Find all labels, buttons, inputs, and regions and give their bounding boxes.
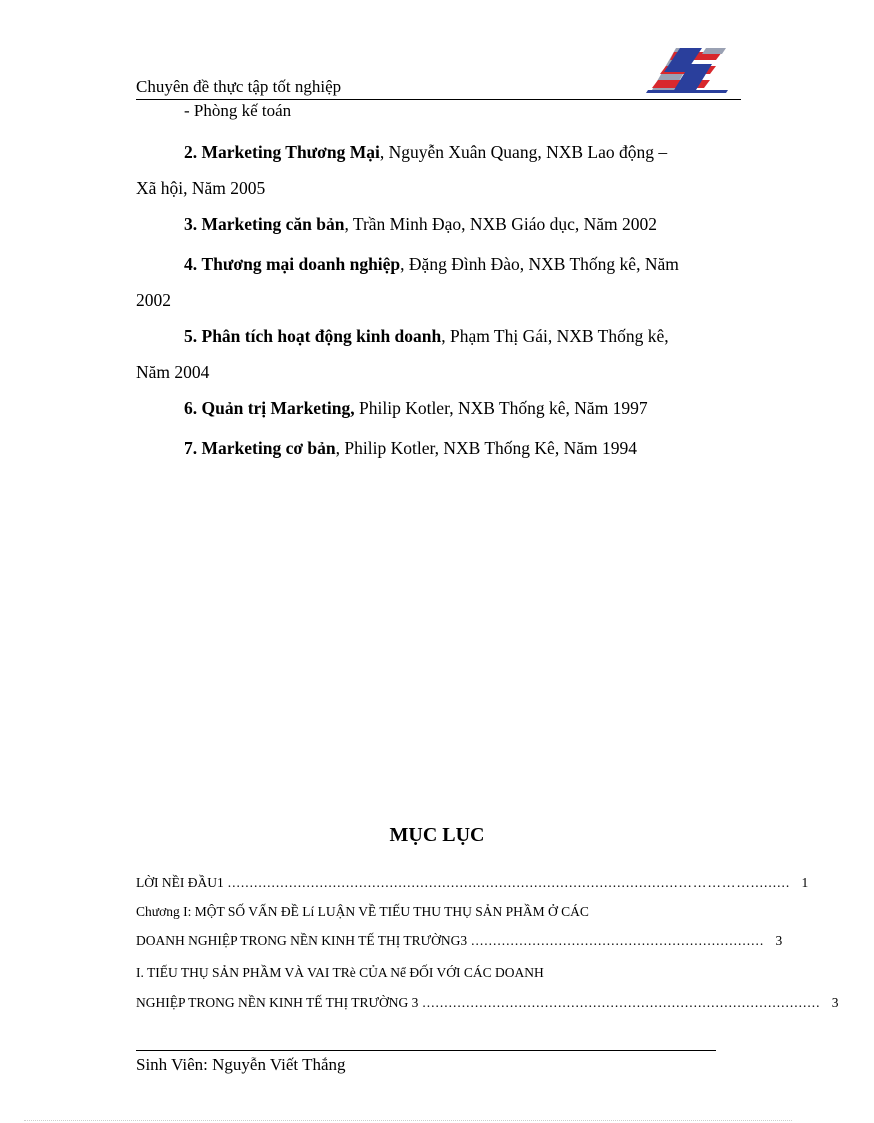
reference-number: 5. [184,326,198,346]
footer-divider [136,1050,716,1051]
toc-page-number: 3 [775,933,783,948]
reference-number: 7. [184,438,198,458]
intro-line [136,98,720,124]
reference-title: Thương mại doanh nghiệp [201,254,401,274]
toc-entry-text: Chương I: MỘT SỐ VẤN ĐỀ Lí LUẬN VỀ TIẾU THU THỤ SẢN PHẦM Ở CÁC [136,904,589,919]
reference-number: 4. [184,254,198,274]
reference-item-3 [136,206,720,242]
reference-line [136,246,720,282]
reference-line [136,318,720,354]
reference-item-4 [136,246,720,318]
reference-continuation: Xã hội, Năm 2005 [136,178,266,198]
reference-continuation: 2002 [136,290,171,310]
reference-line [136,134,720,170]
toc-entry-3[interactable] [136,958,738,987]
intro-line-text: - Phòng kế toán [184,101,292,120]
reference-line [136,206,720,242]
reference-details: , Đặng Đình Đào, NXB Thống kê, Năm [400,254,679,274]
toc-leader-dots: ................................................................... [471,933,765,948]
reference-title: Quản trị Marketing, [201,398,355,418]
reference-details: , Trần Minh Đạo, NXB Giáo dục, Năm 2002 [344,214,657,234]
reference-item-2 [136,134,720,206]
footer-student-name: Sinh Viên: Nguyễn Viết Thắng [136,1055,346,1074]
toc-page-number: 3 [831,995,839,1010]
reference-item-7 [136,430,720,466]
toc-title: MỤC LỤC [389,824,485,846]
toc-entry-text: DOANH NGHIỆP TRONG NỀN KINH TẾ THỊ TRƯỜNG3 [136,933,468,948]
toc-entry-text: I. TIẾU THỤ SẢN PHẦM VÀ VAI TRè CỦA Nể ĐỐI VỚI CÁC DOANH [136,965,544,980]
reference-line [136,390,720,426]
reference-title: Marketing Thương Mại [201,142,380,162]
university-logo-icon [646,44,730,94]
reference-details: , Philip Kotler, NXB Thống Kê, Năm 1994 [335,438,637,458]
toc-entry-text: NGHIỆP TRONG NỀN KINH TẾ THỊ TRƯỜNG 3 [136,995,419,1010]
toc-page-number: 1 [801,875,809,890]
toc-entry-3-continuation[interactable] [136,988,839,1017]
reference-item-6 [136,390,720,426]
toc-leader-dots: .......................................................................................................……………......... [227,875,791,890]
reference-number: 3. [184,214,198,234]
reference-line [136,430,720,466]
toc-leader-dots: ........................................................................................... [422,995,821,1010]
reference-number: 6. [184,398,198,418]
reference-title: Marketing căn bản [201,214,345,234]
toc-entry-2[interactable] [136,897,738,926]
page-bottom-edge [24,1120,792,1121]
reference-item-5 [136,318,720,390]
reference-continuation: Năm 2004 [136,362,210,382]
toc-entry-2-continuation[interactable] [136,926,783,955]
reference-title: Marketing cơ bản [201,438,336,458]
reference-details: Philip Kotler, NXB Thống kê, Năm 1997 [354,398,648,418]
toc-entry-text: LỜI NỀI ĐẦU1 [136,875,224,890]
reference-details: , Phạm Thị Gái, NXB Thống kê, [441,326,669,346]
reference-number: 2. [184,142,198,162]
header-title: Chuyên đề thực tập tốt nghiệp [136,77,342,96]
reference-details: , Nguyễn Xuân Quang, NXB Lao động – [379,142,668,162]
toc-entry-1[interactable] [136,868,809,897]
reference-title: Phân tích hoạt động kinh doanh [201,326,442,346]
